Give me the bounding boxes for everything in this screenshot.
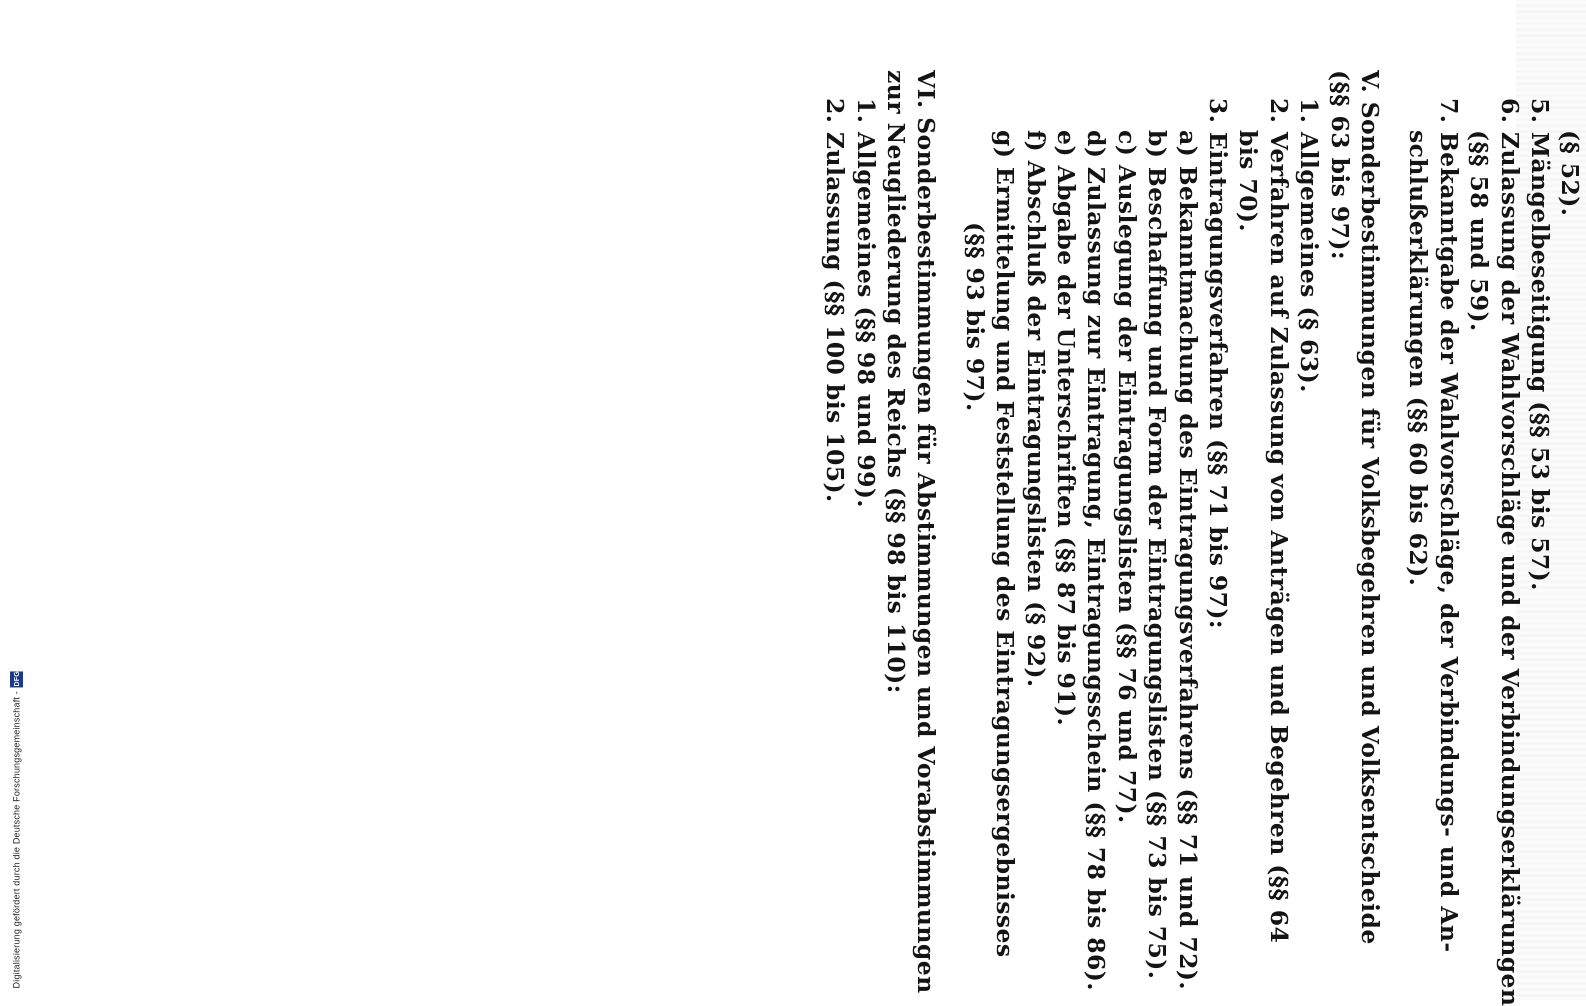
credit-text: Digitalisierung gefördert durch die Deutsche Forschungsgemeinschaft - [12, 691, 22, 988]
digitization-credit [10, 671, 23, 988]
toc-line: bis 70). [1233, 70, 1263, 950]
toc-line: 3. Eintragungsverfahren (§§ 71 bis 97): [1203, 70, 1233, 950]
toc-line: a) Bekanntmachung des Eintragungsverfahrens (§§ 71 und 72). [1172, 70, 1202, 950]
scanned-page [586, 0, 1586, 1000]
toc-line: d) Zulassung zur Eintragung, Eintragungsschein (§§ 78 bis 86). [1081, 70, 1111, 950]
toc-line: (§§ 93 bis 97). [959, 70, 989, 950]
toc-line: b) Beschaffung und Form der Eintragungslisten (§§ 73 bis 75). [1142, 70, 1172, 950]
toc-line: e) Abgabe der Unterschriften (§§ 87 bis 91). [1051, 70, 1081, 950]
section-gap [941, 70, 959, 950]
toc-line: 2. Zulassung (§§ 100 bis 105). [820, 70, 850, 950]
toc-line: 2. Verfahren auf Zulassung von Anträgen und Begehren (§§ 64 [1263, 70, 1293, 950]
toc-line: c) Auslegung der Eintragungslisten (§§ 76 und 77). [1111, 70, 1141, 950]
toc-line: f) Abschluß der Eintragungslisten (§ 92). [1020, 70, 1050, 950]
toc-line: g) Ermittelung und Feststellung des Eintragungsergebnisses [990, 70, 1020, 950]
toc-line: zur Neugliederung des Reichs (§§ 98 bis 110): [881, 70, 911, 950]
table-of-contents [820, 70, 1586, 950]
toc-line: 6. Zulassung der Wahlvorschläge und der Verbindungserklärungen [1494, 70, 1524, 950]
toc-line: 5. Mängelbeseitigung (§§ 53 bis 57). [1525, 70, 1555, 950]
dfg-logo-icon: DFG [10, 671, 23, 687]
toc-line: VI. Sonderbestimmungen für Abstimmungen und Vorabstimmungen [911, 70, 941, 950]
toc-line: schlußerklärungen (§§ 60 bis 62). [1403, 70, 1433, 950]
toc-line: V. Sonderbestimmungen für Volksbegehren und Volksentscheide [1355, 70, 1385, 950]
section-gap [1385, 70, 1403, 950]
toc-line: (§ 52). [1555, 70, 1585, 950]
toc-line: 7. Bekanntgabe der Wahlvorschläge, der Verbindungs- und An- [1433, 70, 1463, 950]
toc-line: (§§ 58 und 59). [1464, 70, 1494, 950]
toc-line: 1. Allgemeines (§§ 98 und 99). [850, 70, 880, 950]
toc-line: 1. Allgemeines (§ 63). [1294, 70, 1324, 950]
toc-line: (§§ 63 bis 97): [1324, 70, 1354, 950]
